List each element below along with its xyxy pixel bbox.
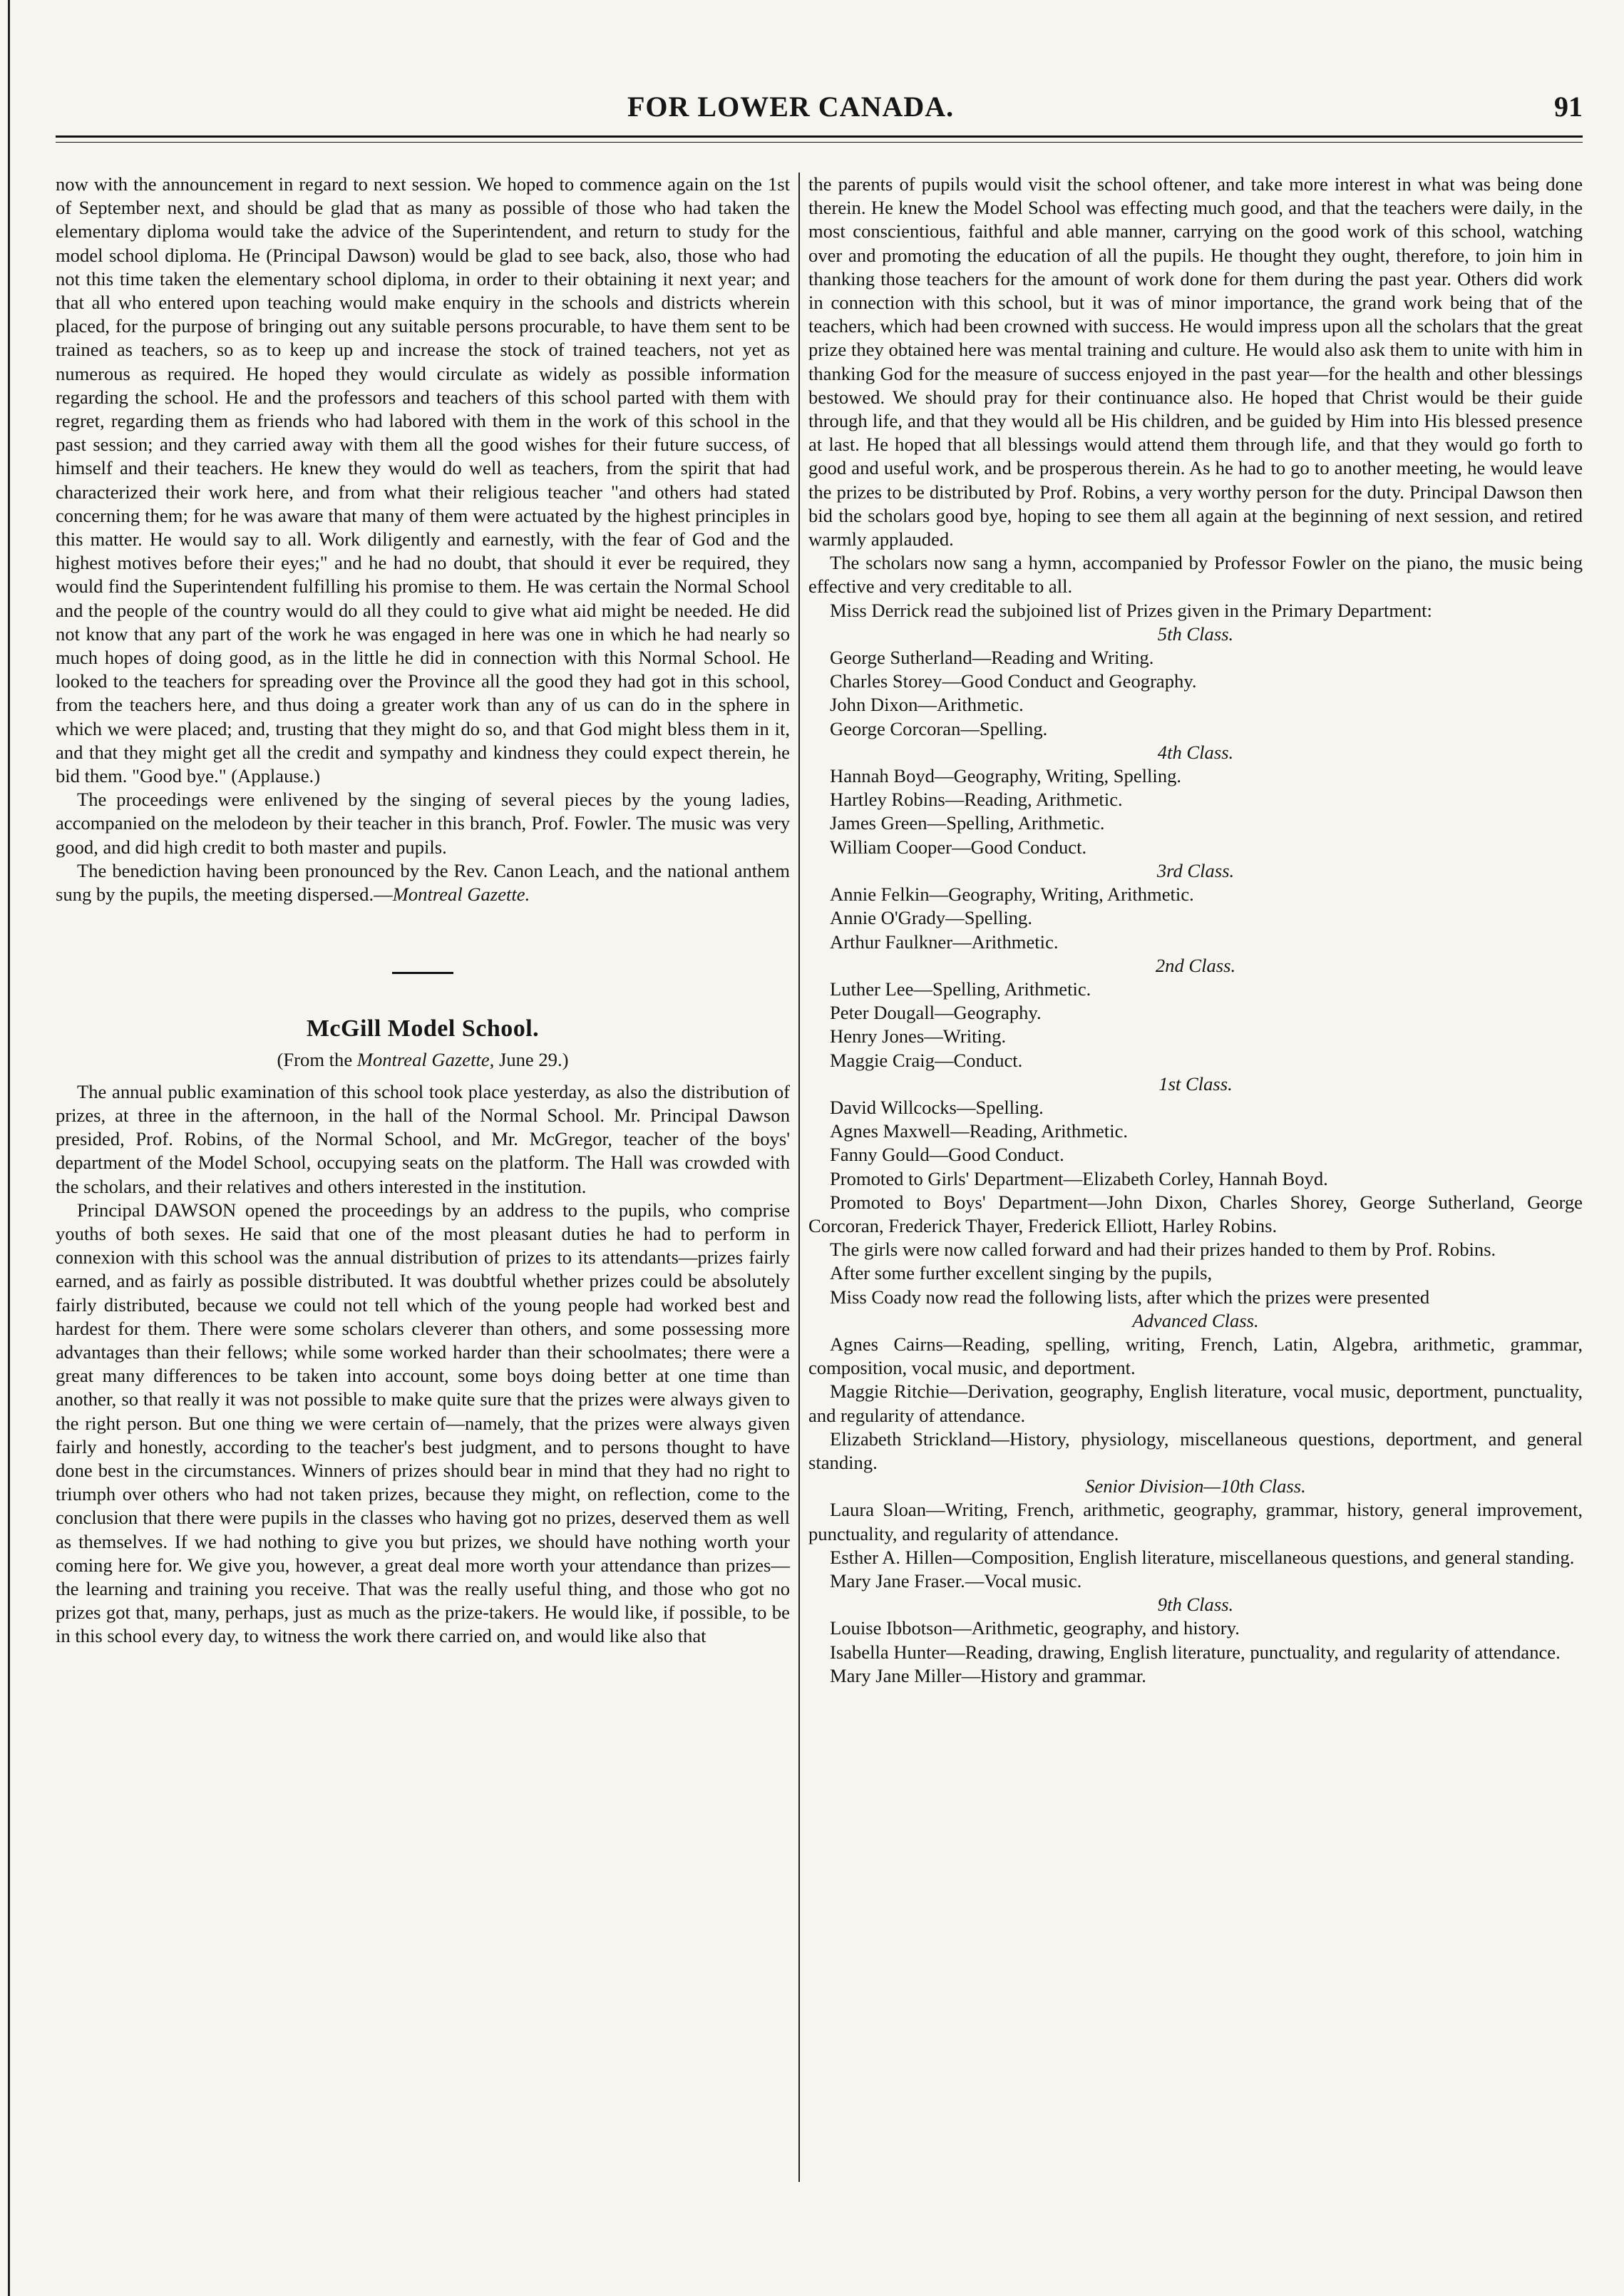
prize-entry: John Dixon—Arithmetic.	[830, 694, 1024, 716]
subtitle-suffix: June 29.)	[494, 1048, 569, 1070]
prize-entry: Arthur Faulkner—Arithmetic.	[830, 931, 1059, 953]
paragraph: The scholars now sang a hymn, accompanied by Professor Fowler on the piano, the music being effective and very creditable to all.	[808, 552, 1583, 598]
paragraph: now with the announcement in regard to next session. We hoped to commence again on the 1st of September next, and should be glad that as many as possible of those who had taken the elementary diploma would take the advice of the Superintendent, and return to study for the model school diploma. He (Principal Dawson) would be glad to see back, also, those who had not this time taken the elementary school diploma, in order to their obtaining it next year; and that all who entered upon teaching would make enquiry in the schools and districts wherein placed, for the purpose of bringing out any suitable persons procurable, to have them sent to be trained as teachers, so as to keep up and increase the stock of trained teachers, not yet as numerous as required. He hoped they would circulate as widely as possible information regarding the school. He and the professors and teachers of this school parted with them with regret, regarding them as friends who had labored with them in the work of this school in the past session; and they carried away with them all the good wishes for their future success, of himself and their teachers. He knew they would do well as teachers, from the spirit that had characterized their work here, and from what their religious teacher "and others had stated concerning them; for he was aware that many of them were actuated by the highest principles in this matter. He would say to all. Work diligently and earnestly, with the fear of God and the highest motives before their eyes;" and he had no doubt, that should it ever be required, they would find the Superintendent fulfilling his promise to them. He was certain the Normal School and the people of the country would do all they could to give what aid might be needed. He did not know that any part of the work he was engaged in here was one in which he had nearly so much hopes of doing good, as in the little he did in connection with this Normal School. He looked to the teachers for spreading over the Province all the good they had got in this school, from the teachers here, and thus doing a greater work than any of us can do in the sphere in which we were placed; and, trusting that they might do so, and that God might bless them in it, and that they might get all the credit and sympathy and kindness they could expect therein, he bid them. "Good bye." (Applause.)	[56, 173, 790, 787]
paragraph: The proceedings were enlivened by the singing of several pieces by the young ladies, accompanied on the melodeon by their teacher in this branch, Prof. Fowler. The music was very good, and did high credit to both master and pupils.	[56, 789, 790, 858]
paragraph: Miss Derrick read the subjoined list of Prizes given in the Primary Department:	[830, 599, 1432, 621]
class-heading: Advanced Class.	[1132, 1309, 1259, 1331]
prize-entry: James Green—Spelling, Arithmetic.	[830, 812, 1105, 834]
prize-entry: David Willcocks—Spelling.	[830, 1096, 1044, 1118]
paragraph: After some further excellent singing by the pupils,	[830, 1262, 1213, 1284]
prize-entry: Peter Dougall—Geography.	[830, 1002, 1042, 1024]
prize-entry: Annie O'Grady—Spelling.	[830, 907, 1032, 929]
prize-entry: Agnes Maxwell—Reading, Arithmetic.	[830, 1120, 1129, 1142]
prize-entry: George Corcoran—Spelling.	[830, 717, 1048, 739]
prize-entry: Maggie Ritchie—Derivation, geography, English literature, vocal music, deportment, punctuality, and regularity of attendance.	[808, 1380, 1583, 1426]
header-rule	[56, 135, 1583, 143]
gutter-rule	[0, 0, 10, 2296]
prize-entry: Esther A. Hillen—Composition, English literature, miscellaneous questions, and general standing.	[830, 1546, 1575, 1568]
paragraph	[56, 859, 790, 906]
left-column	[56, 173, 790, 1649]
class-heading: 4th Class.	[1157, 741, 1234, 763]
class-heading: 5th Class.	[1157, 622, 1234, 645]
prize-entry: Mary Jane Fraser.—Vocal music.	[830, 1569, 1082, 1592]
right-column	[808, 173, 1583, 1688]
prize-entry: Isabella Hunter—Reading, drawing, English literature, punctuality, and regularity of attendance.	[830, 1641, 1561, 1663]
prize-entry: Hannah Boyd—Geography, Writing, Spelling.	[830, 765, 1182, 787]
subtitle-prefix: (From the	[277, 1048, 357, 1070]
prize-entry: Luther Lee—Spelling, Arithmetic.	[830, 978, 1091, 1000]
prize-entry: Louise Ibbotson—Arithmetic, geography, and history.	[830, 1617, 1240, 1639]
prize-entry: William Cooper—Good Conduct.	[830, 836, 1087, 858]
promotion-boys: Promoted to Boys' Department—John Dixon, Charles Shorey, George Sutherland, George Corcoran, Frederick Thayer, Frederick Elliott, Harley Robins.	[808, 1191, 1583, 1236]
class-heading: 9th Class.	[1157, 1594, 1234, 1616]
section-separator	[392, 972, 453, 974]
class-heading: 2nd Class.	[1155, 954, 1236, 976]
paragraph: the parents of pupils would visit the school oftener, and take more interest in what was being done therein. He knew the Model School was effecting much good, and that the teachers were daily, in the most conscientious, faithful and able manner, carrying on the good work of this school, watching over and promoting the education of all the pupils. He thought they ought, therefore, to join him in thanking those teachers for the amount of work done for them during the past year. Others did work in connection with this school, but it was of minor importance, the grand work being that of the teachers, which had been crowned with success. He would impress upon all the scholars that the great prize they obtained here was mental training and culture. He would also ask them to unite with him in thanking God for the measure of success enjoyed in the past year—for the health and other blessings bestowed. We should pray for their continuance also. He hoped that Christ would be their guide through life, and that they would all be His children, and be guided by Him into His blessed presence at last. He hoped that all blessings would attend them through life, and that they would go forth to good and useful work, and be prosperous therein. As he had to go to another meeting, he would leave the prizes to be distributed by Prof. Robins, a very worthy person for the duty. Principal Dawson then bid the scholars good bye, hoping to see them all again at the beginning of next session, and retired warmly applauded.	[808, 173, 1583, 550]
prize-entry: Fanny Gould—Good Conduct.	[830, 1144, 1064, 1166]
page-number: 91	[1554, 91, 1583, 123]
class-heading: 1st Class.	[1158, 1072, 1233, 1095]
source-citation: Montreal Gazette.	[392, 883, 530, 906]
subtitle-newspaper: Montreal Gazette,	[356, 1048, 495, 1070]
prize-entry: Charles Storey—Good Conduct and Geography.	[830, 670, 1197, 692]
section-subtitle	[56, 1048, 790, 1072]
column-divider	[798, 173, 800, 2182]
prize-entry: Elizabeth Strickland—History, physiology, miscellaneous questions, deportment, and general standing.	[808, 1428, 1583, 1473]
paragraph: The annual public examination of this school took place yesterday, as also the distribution of prizes, at three in the afternoon, in the hall of the Normal School. Mr. Principal Dawson presided, Prof. Robins, of the Normal School, and Mr. McGregor, teacher of the boys' department of the Model School, occupying seats on the platform. The Hall was crowded with the scholars, and their relatives and others interested in the institution.	[56, 1080, 790, 1197]
prize-entry: Annie Felkin—Geography, Writing, Arithmetic.	[830, 883, 1194, 906]
prize-entry: Laura Sloan—Writing, French, arithmetic, geography, grammar, history, general improvement, punctuality, and regularity of attendance.	[808, 1499, 1583, 1544]
prize-entry: Henry Jones—Writing.	[830, 1025, 1007, 1047]
paragraph: Miss Coady now read the following lists, after which the prizes were presented	[830, 1286, 1430, 1308]
prize-entry: Maggie Craig—Conduct.	[830, 1049, 1023, 1071]
paragraph-text: The benediction having been pronounced by the Rev. Canon Leach, and the national anthem sung by the pupils, the meeting dispersed.—	[56, 859, 790, 906]
class-heading: Senior Division—10th Class.	[1085, 1475, 1306, 1497]
prize-entry: Mary Jane Miller—History and grammar.	[830, 1664, 1146, 1686]
prize-entry: George Sutherland—Reading and Writing.	[830, 647, 1154, 669]
prize-entry: Hartley Robins—Reading, Arithmetic.	[830, 789, 1123, 811]
paragraph: The girls were now called forward and had their prizes handed to them by Prof. Robins.	[830, 1239, 1496, 1261]
section-title: McGill Model School.	[306, 1015, 540, 1042]
paragraph: Principal DAWSON opened the proceedings by an address to the pupils, who comprise youths of both sexes. He said that one of the most pleasant duties he had to perform in connexion with this school was the annual distribution of prizes to its attendants—prizes fairly earned, and as fairly as possible distributed. It was doubtful whether prizes could be absolutely fairly distributed, because we could not tell which of the young people had worked best and hardest for them. There were some scholars cleverer than others, and some possessing more advantages than their fellows; while some worked harder than their schoolmates; there were a great many differences to be taken into account, some boys doing better at one time than another, so that really it was not possible to make quite sure that the prizes were always given to the right person. But one thing we were certain of—namely, that the prizes were always given fairly and honestly, according to the teacher's best judgment, and to persons thought to have done best in the circumstances. Winners of prizes should bear in mind that they had no right to triumph over others who had not taken prizes, because they might, on reflection, come to the conclusion that there were pupils in the classes who having got no prizes, deserved them as well as themselves. If we had nothing to give you but prizes, we should have nothing worth your coming here for. We give you, however, a great deal more worth your attendance than prizes—the learning and training you receive. That was the really useful thing, and those who got no prizes got that, many, perhaps, just as much as the prize-takers. He would like, if possible, to be in this school every day, to witness the work there carried on, and would like also that	[56, 1199, 790, 1647]
running-title: FOR LOWER CANADA.	[627, 91, 955, 123]
prize-entry: Agnes Cairns—Reading, spelling, writing, French, Latin, Algebra, arithmetic, grammar, composition, vocal music, and deportment.	[808, 1333, 1583, 1379]
class-heading: 3rd Class.	[1156, 859, 1235, 881]
promotion-girls: Promoted to Girls' Department—Elizabeth Corley, Hannah Boyd.	[830, 1167, 1328, 1189]
